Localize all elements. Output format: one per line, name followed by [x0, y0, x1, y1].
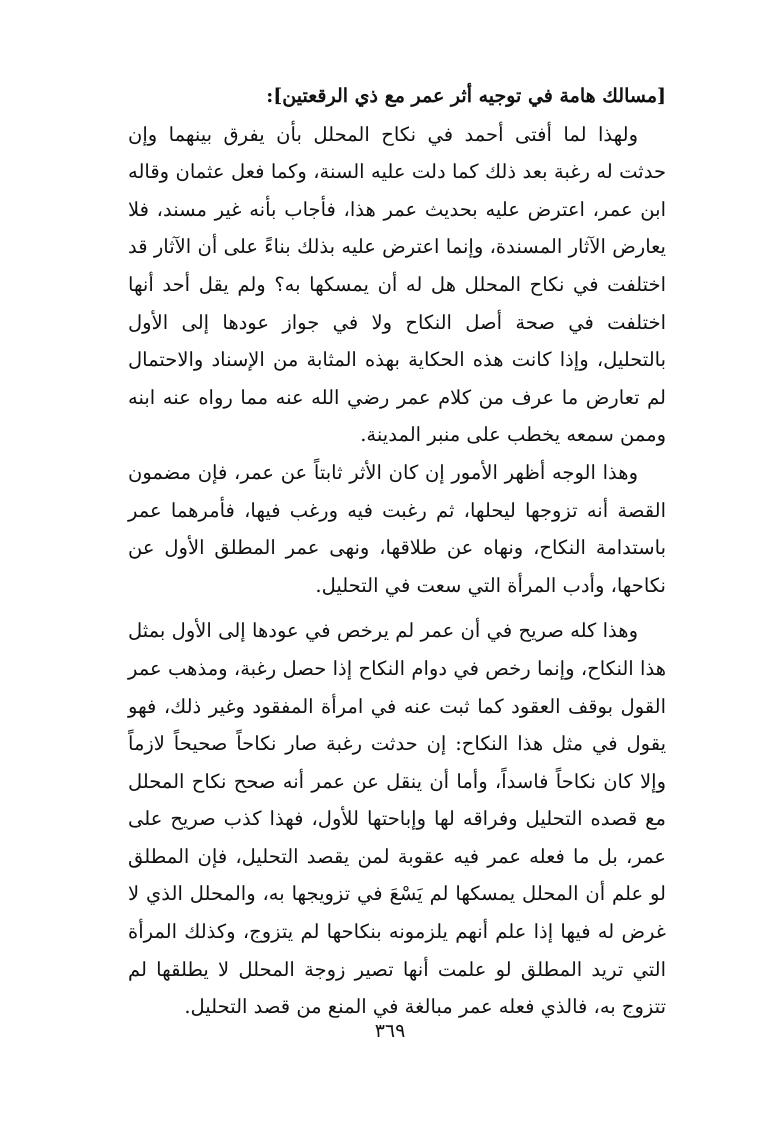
page-body [128, 78, 666, 1026]
section-heading: [مسالك هامة في توجيه أثر عمر مع ذي الرقعتين]: [266, 85, 666, 107]
paragraph-3: وهذا كله صريح في أن عمر لم يرخص في عودها إلى الأول بمثل هذا النكاح، وإنما رخص في دوام النكاح إذا حصل رغبة، ومذهب عمر القول بوقف العقود كما ثبت عنه في امرأة المفقود وغير ذلك، فهو يقول في مثل هذا النكاح: إن حدثت رغبة صار نكاحاً صحيحاً لازماً وإلا كان نكاحاً فاسداً، وأما أن ينقل عن عمر أنه صحح نكاح المحلل مع قصده التحليل وفراقه لها وإباحتها للأول، فهذا كذب صريح على عمر، بل ما فعله عمر فيه عقوبة لمن يقصد التحليل، فإن المطلق لو علم أن المحلل يمسكها لم يَسْعَ في تزويجها به، والمحلل الذي لا غرض له فيها إذا علم أنهم يلزمونه بنكاحها لم يتزوج، وكذلك المرأة التي تريد المطلق لو علمت أنها تصير زوجة المحلل لا يطلقها لم تتزوج به، فالذي فعله عمر مبالغة في المنع من قصد التحليل. [128, 619, 666, 1019]
paragraph-2: وهذا الوجه أظهر الأمور إن كان الأثر ثابتاً عن عمر، فإن مضمون القصة أنه تزوجها ليحلها، ثم رغبت فيه ورغب فيها، فأمرهما عمر باستدامة النكاح، ونهاه عن طلاقها، ونهى عمر المطلق الأول عن نكاحها، وأدب المرأة التي سعت في التحليل. [128, 460, 666, 597]
page-number: ٣٦٩ [374, 1020, 406, 1042]
paragraph-1: ولهذا لما أفتى أحمد في نكاح المحلل بأن يفرق بينهما وإن حدثت له رغبة بعد ذلك كما دلت عليه السنة، وكما فعل عثمان وقاله ابن عمر، اعترض عليه بحديث عمر هذا، فأجاب بأنه غير مسند، فلا يعارض الآثار المسندة، وإنما اعترض عليه بذلك بناءً على أن الآثار قد اختلفت في نكاح المحلل هل له أن يمسكها به؟ ولم يقل أحد أنها اختلفت في صحة أصل النكاح ولا في جواز عودها إلى الأول بالتحليل، وإذا كانت هذه الحكاية بهذه المثابة من الإسناد والاحتمال لم تعارض ما عرف من كلام عمر رضي الله عنه مما رواه عنه ابنه وممن سمعه يخطب على منبر المدينة. [128, 122, 666, 447]
